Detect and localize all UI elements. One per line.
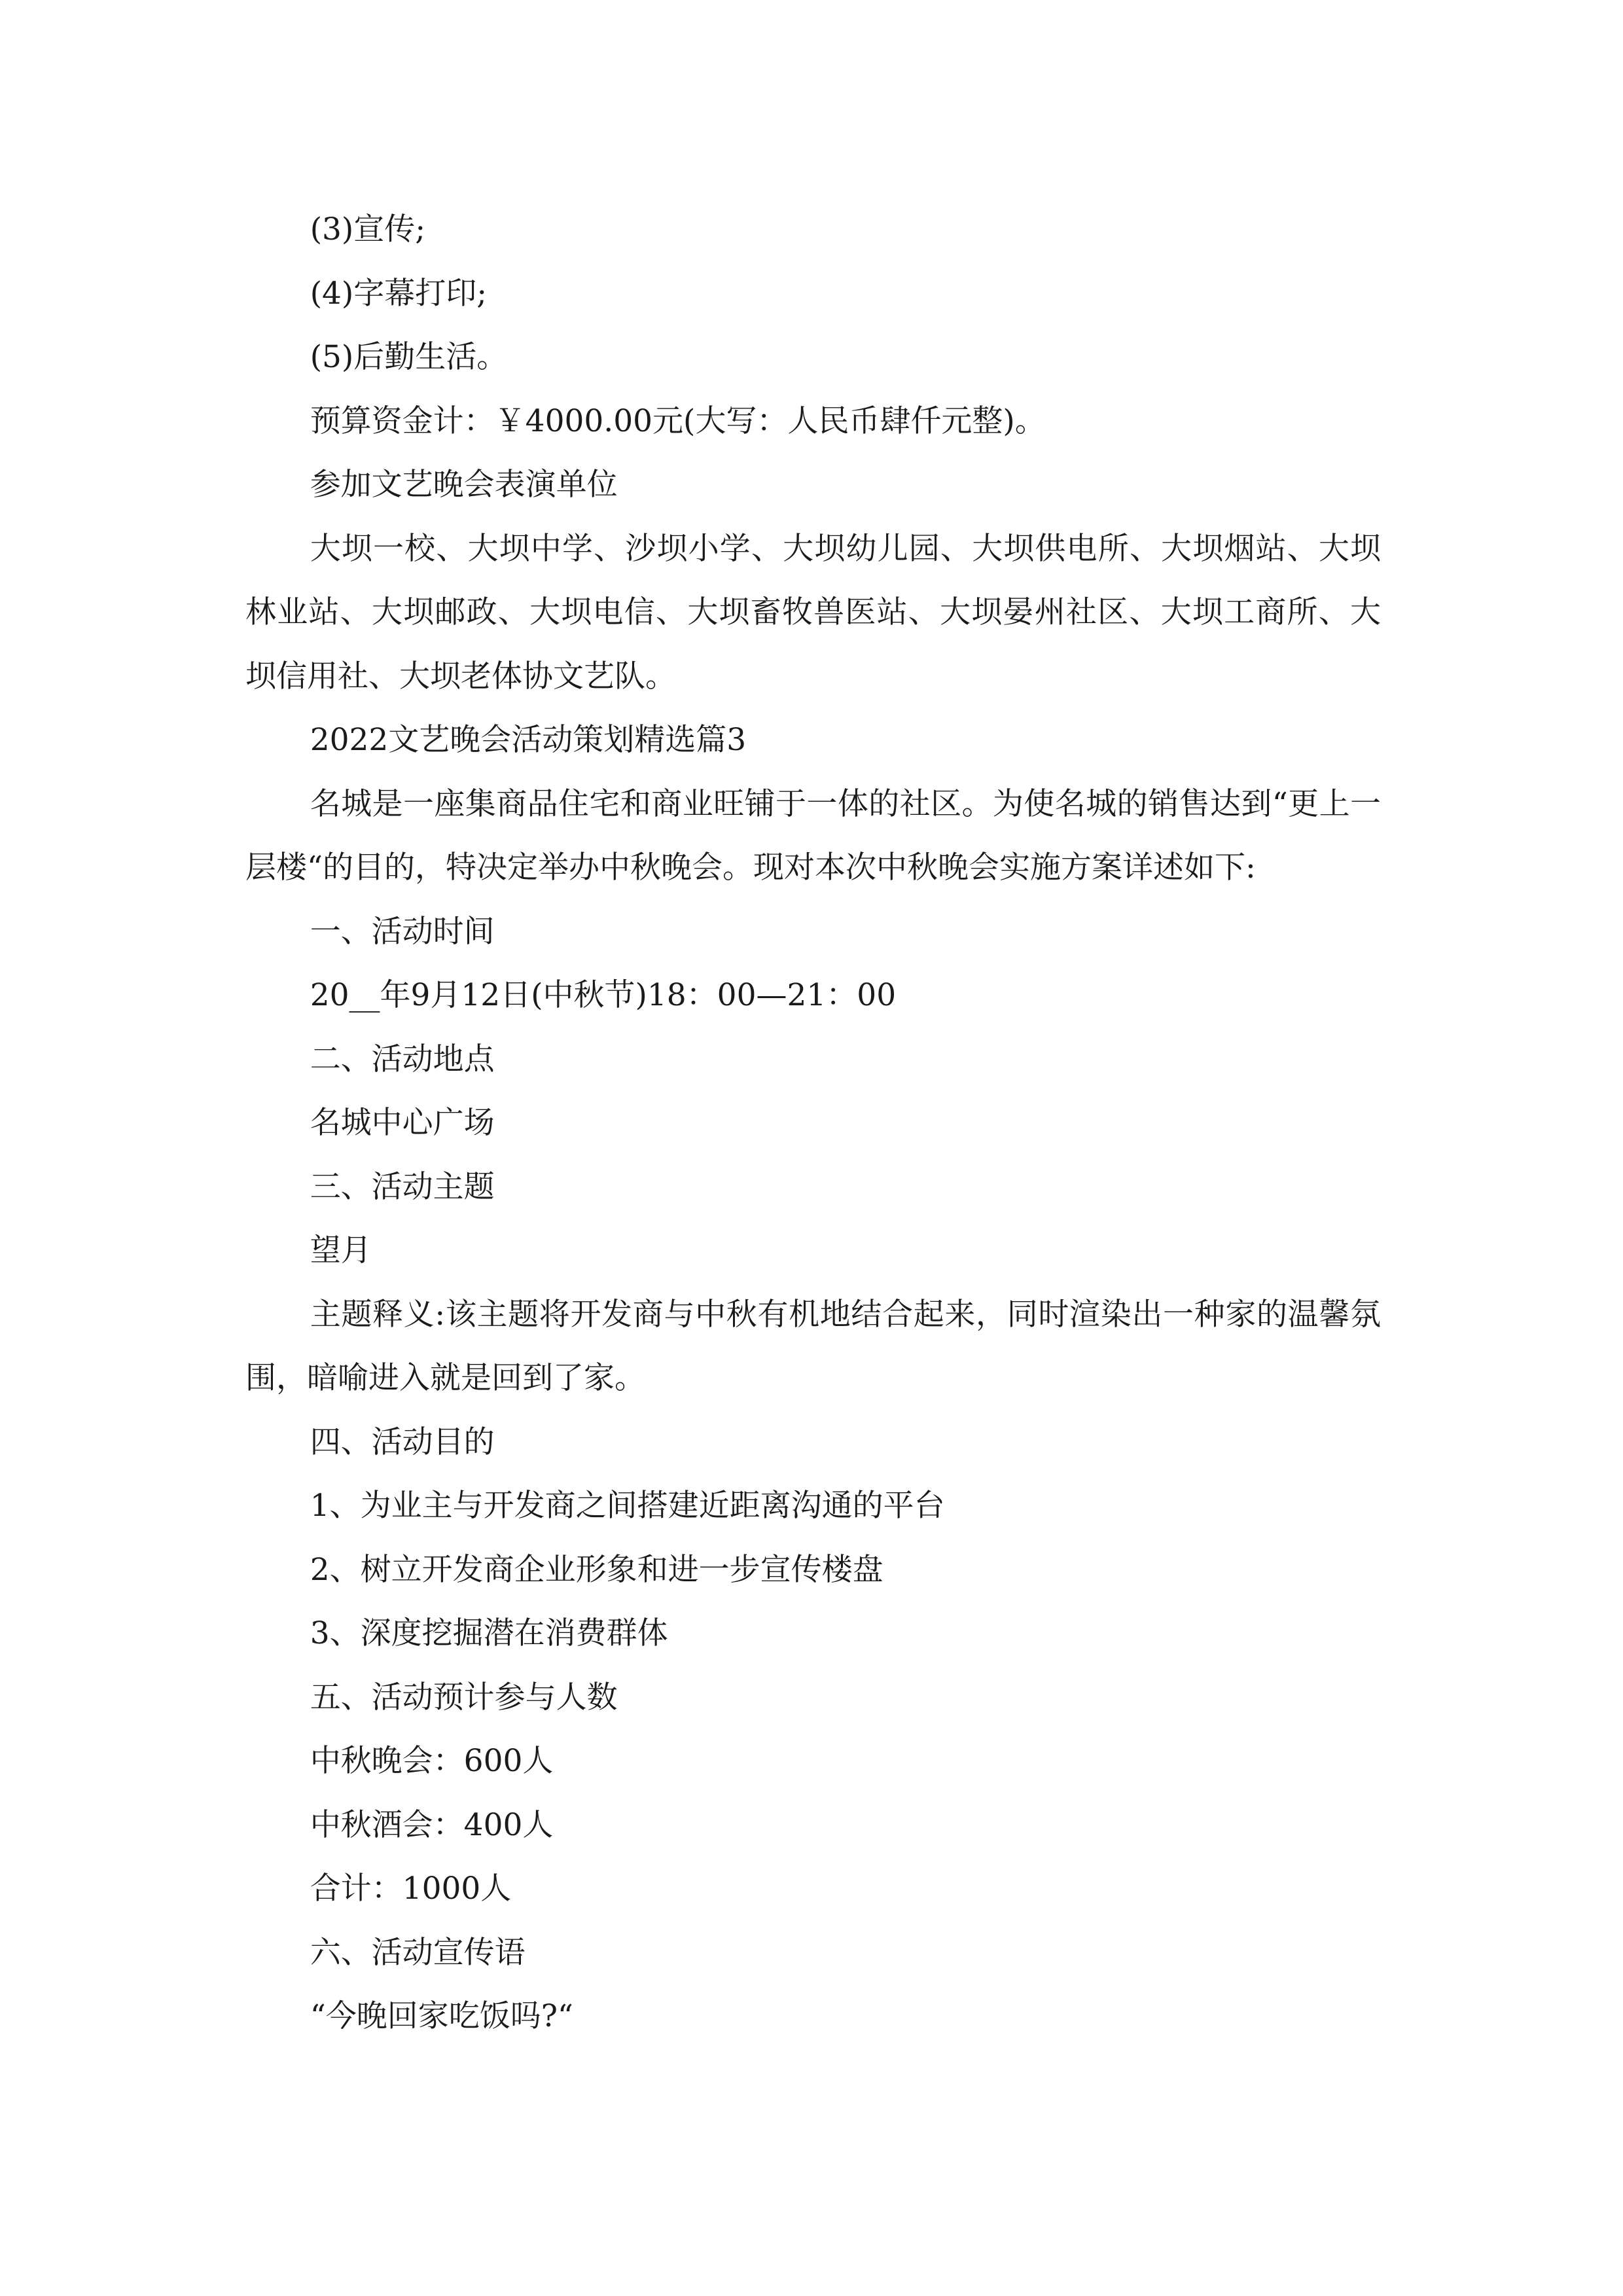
heading-activity-theme: 三、活动主题 (310, 1168, 495, 1205)
performers-list: 大坝一校、大坝中学、沙坝小学、大坝幼儿园、大坝供电所、大坝烟站、大坝林业站、大坝邮政、大坝电信、大坝畜牧兽医站、大坝晏州社区、大坝工商所、大坝信用社、大坝老体协文艺队。 (245, 530, 1381, 694)
activity-theme-value: 望月 (310, 1232, 372, 1268)
theme-explanation: 主题释义:该主题将开发商与中秋有机地结合起来，同时渲染出一种家的温馨氛围，暗喻进入就是回到了家。 (245, 1296, 1381, 1396)
heading-slogan: 六、活动宣传语 (310, 1934, 526, 1971)
heading-activity-purpose: 四、活动目的 (310, 1424, 495, 1460)
heading-participants: 五、活动预计参与人数 (310, 1679, 618, 1715)
heading-activity-time: 一、活动时间 (310, 913, 495, 950)
purpose-item-2: 2、树立开发商企业形象和进一步宣传楼盘 (310, 1551, 883, 1588)
activity-time-value: 20__年9月12日(中秋节)18：00—21：00 (310, 977, 897, 1013)
participants-total: 合计：1000人 (310, 1871, 512, 1907)
participants-gala: 中秋晚会：600人 (310, 1743, 554, 1779)
purpose-item-1: 1、为业主与开发商之间搭建近距离沟通的平台 (310, 1488, 945, 1524)
budget-line: 预算资金计：￥4000.00元(大写：人民币肆仟元整)。 (310, 403, 1046, 439)
list-item-subtitle-printing: (4)字幕打印; (310, 275, 488, 312)
document-body (245, 198, 1381, 2049)
list-item-logistics: (5)后勤生活。 (310, 339, 508, 375)
heading-activity-location: 二、活动地点 (310, 1041, 495, 1077)
performers-heading: 参加文艺晚会表演单位 (310, 467, 618, 503)
section-title: 2022文艺晚会活动策划精选篇3 (310, 722, 747, 758)
purpose-item-3: 3、深度挖掘潜在消费群体 (310, 1615, 668, 1651)
participants-reception: 中秋酒会：400人 (310, 1806, 554, 1843)
activity-location-value: 名城中心广场 (310, 1105, 495, 1141)
slogan-value: “今晚回家吃饭吗?“ (310, 1998, 573, 2034)
intro-paragraph: 名城是一座集商品住宅和商业旺铺于一体的社区。为使名城的销售达到“更上一层楼“的目的，特决定举办中秋晚会。现对本次中秋晚会实施方案详述如下: (245, 785, 1381, 886)
list-item-publicity: (3)宣传; (310, 211, 426, 247)
